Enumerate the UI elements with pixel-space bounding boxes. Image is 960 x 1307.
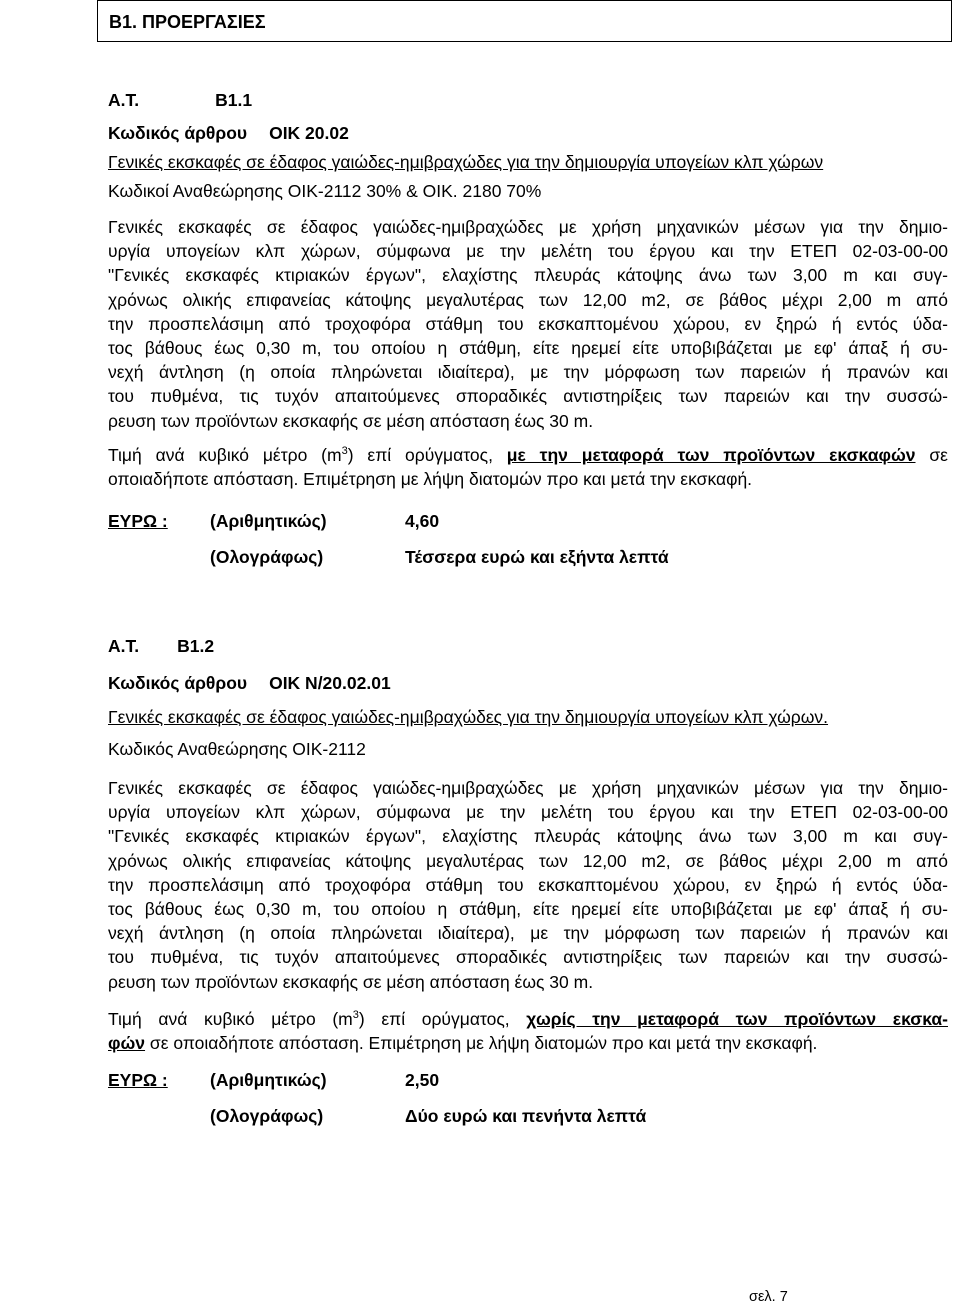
article-title: Γενικές εκσκαφές σε έδαφος γαιώδες-ημιβραχώδες για την δημιουργία υπογείων κλπ χώρων (108, 152, 824, 172)
code-line (108, 121, 948, 146)
at-value: Β1.2 (177, 636, 215, 656)
at-label: Α.Τ. (108, 90, 140, 110)
description-line: ρευση των προϊόντων εκσκαφής σε μέση απόσταση έως 30 m. (108, 410, 594, 431)
price-words (108, 1098, 948, 1134)
price-words (108, 539, 948, 575)
unit-line-2: φών σε οποιαδήποτε απόσταση. Επιμέτρηση με λήψη διατομών προ και μετά την εκσκαφή. (108, 1032, 818, 1053)
description-line: νεχή άντληση (η οποία πληρώνεται ιδιαίτερα), με την μόρφωση των παρειών ή πρανών και (108, 923, 948, 944)
code-value: ΟΙΚ 20.02 (269, 123, 349, 143)
description-line: την προσπελάσιμη από τροχοφόρα στάθμη του εκσκαπτομένου χώρου, εν ξηρώ ή εντός ύδα- (108, 313, 948, 334)
code-line (108, 671, 948, 696)
words-value: Δύο ευρώ και πενήντα λεπτά (405, 1106, 647, 1127)
price-numeric (108, 1062, 948, 1098)
at-label: Α.Τ. (108, 636, 140, 656)
currency-label: ΕΥΡΩ : (108, 511, 168, 532)
description-line: Γενικές εκσκαφές σε έδαφος γαιώδες-ημιβραχώδες με χρήση μηχανικών μέσων για την δημιο- (108, 217, 948, 237)
words-label: (Ολογράφως) (210, 547, 324, 568)
price-numeric (108, 503, 948, 539)
unit-price-text (108, 443, 948, 491)
description-line: του πυθμένα, τις τυχόν απαιτούμενες σποραδικές αντιστηρίξεις των παρειών και την συσσώ- (108, 386, 948, 407)
code-label: Κωδικός άρθρου (108, 673, 248, 693)
description-line: νεχή άντληση (η οποία πληρώνεται ιδιαίτερα), με την μόρφωση των παρειών ή πρανών και (108, 362, 948, 383)
page-number: σελ. 7 (749, 1289, 788, 1305)
article-b1-1 (108, 88, 948, 575)
description-line: ρευση των προϊόντων εκσκαφής σε μέση απόσταση έως 30 m. (108, 971, 594, 992)
unit-line-1: Τιμή ανά κυβικό μέτρο $(m^3)$ επί ορύγματος, χωρίς την μεταφορά των προϊόντων εκσκα- (108, 1008, 948, 1029)
words-value: Τέσσερα ευρώ και εξήντα λεπτά (405, 547, 669, 568)
description-line: χρόνως ολικής επιφανείας κάτοψης μεγαλυτέρας των 12,00 m2, σε βάθος μέχρι 2,00 m από (108, 289, 948, 310)
description (108, 776, 948, 994)
description-line: Γενικές εκσκαφές σε έδαφος γαιώδες-ημιβραχώδες με χρήση μηχανικών μέσων για την δημιο- (108, 778, 948, 798)
section-header: Β1. ΠΡΟΕΡΓΑΣΙΕΣ (97, 0, 952, 42)
description (108, 215, 948, 433)
article-title: Γενικές εκσκαφές σε έδαφος γαιώδες-ημιβραχώδες για την δημιουργία υπογείων κλπ χώρων. (108, 707, 829, 727)
description-line: υργία υπογείων κλπ χώρων, σύμφωνα με την μελέτη του έργου και την ΕΤΕΠ 02-03-00-00 (108, 802, 948, 823)
transport-clause: χωρίς την μεταφορά των προϊόντων εκσκα- (526, 1008, 948, 1029)
numeric-value: 4,60 (405, 511, 440, 532)
numeric-label: (Αριθμητικώς) (210, 511, 327, 532)
description-line: την προσπελάσιμη από τροχοφόρα στάθμη του εκσκαπτομένου χώρου, εν ξηρώ ή εντός ύδα- (108, 874, 948, 895)
at-line (108, 88, 948, 113)
code-label: Κωδικός άρθρου (108, 123, 248, 143)
unit-price-text (108, 1007, 948, 1055)
numeric-value: 2,50 (405, 1070, 440, 1091)
words-label: (Ολογράφως) (210, 1106, 324, 1127)
description-line: του πυθμένα, τις τυχόν απαιτούμενες σποραδικές αντιστηρίξεις των παρειών και την συσσώ- (108, 947, 948, 968)
code-value: ΟΙΚ Ν/20.02.01 (269, 673, 391, 693)
currency-label: ΕΥΡΩ : (108, 1070, 168, 1091)
description-line: χρόνως ολικής επιφανείας κάτοψης μεγαλυτέρας των 12,00 m2, σε βάθος μέχρι 2,00 m από (108, 850, 948, 871)
revision-codes: Κωδικός Αναθεώρησης ΟΙΚ-2112 (108, 739, 366, 759)
article-b1-2 (108, 634, 948, 1134)
description-line: τος βάθους έως 0,30 m, του οποίου η στάθμη, είτε ηρεμεί είτε υποβιβάζεται με εφ' άπαξ ή συ- (108, 337, 948, 358)
numeric-label: (Αριθμητικώς) (210, 1070, 327, 1091)
description-line: υργία υπογείων κλπ χώρων, σύμφωνα με την μελέτη του έργου και την ΕΤΕΠ 02-03-00-00 (108, 241, 948, 262)
unit-line-2: οποιαδήποτε απόσταση. Επιμέτρηση με λήψη διατομών προ και μετά την εκσκαφή. (108, 468, 753, 489)
unit-line-1: Τιμή ανά κυβικό μέτρο $(m^3)$ επί ορύγματος, με την μεταφορά των προϊόντων εκσκαφών σε (108, 444, 948, 465)
transport-clause-end: φών (108, 1032, 146, 1053)
revision-codes: Κωδικοί Αναθεώρησης ΟΙΚ-2112 30% & ΟΙΚ. 2180 70% (108, 181, 542, 201)
description-line: "Γενικές εκσκαφές κτιριακών έργων", ελαχίστης πλευράς κάτοψης άνω των 3,00 m και συγ- (108, 265, 948, 286)
at-value: Β1.1 (215, 90, 253, 110)
transport-clause: με την μεταφορά των προϊόντων εκσκαφών (506, 444, 916, 465)
description-line: τος βάθους έως 0,30 m, του οποίου η στάθμη, είτε ηρεμεί είτε υποβιβάζεται με εφ' άπαξ ή συ- (108, 898, 948, 919)
at-line (108, 634, 948, 659)
description-line: "Γενικές εκσκαφές κτιριακών έργων", ελαχίστης πλευράς κάτοψης άνω των 3,00 m και συγ- (108, 826, 948, 847)
